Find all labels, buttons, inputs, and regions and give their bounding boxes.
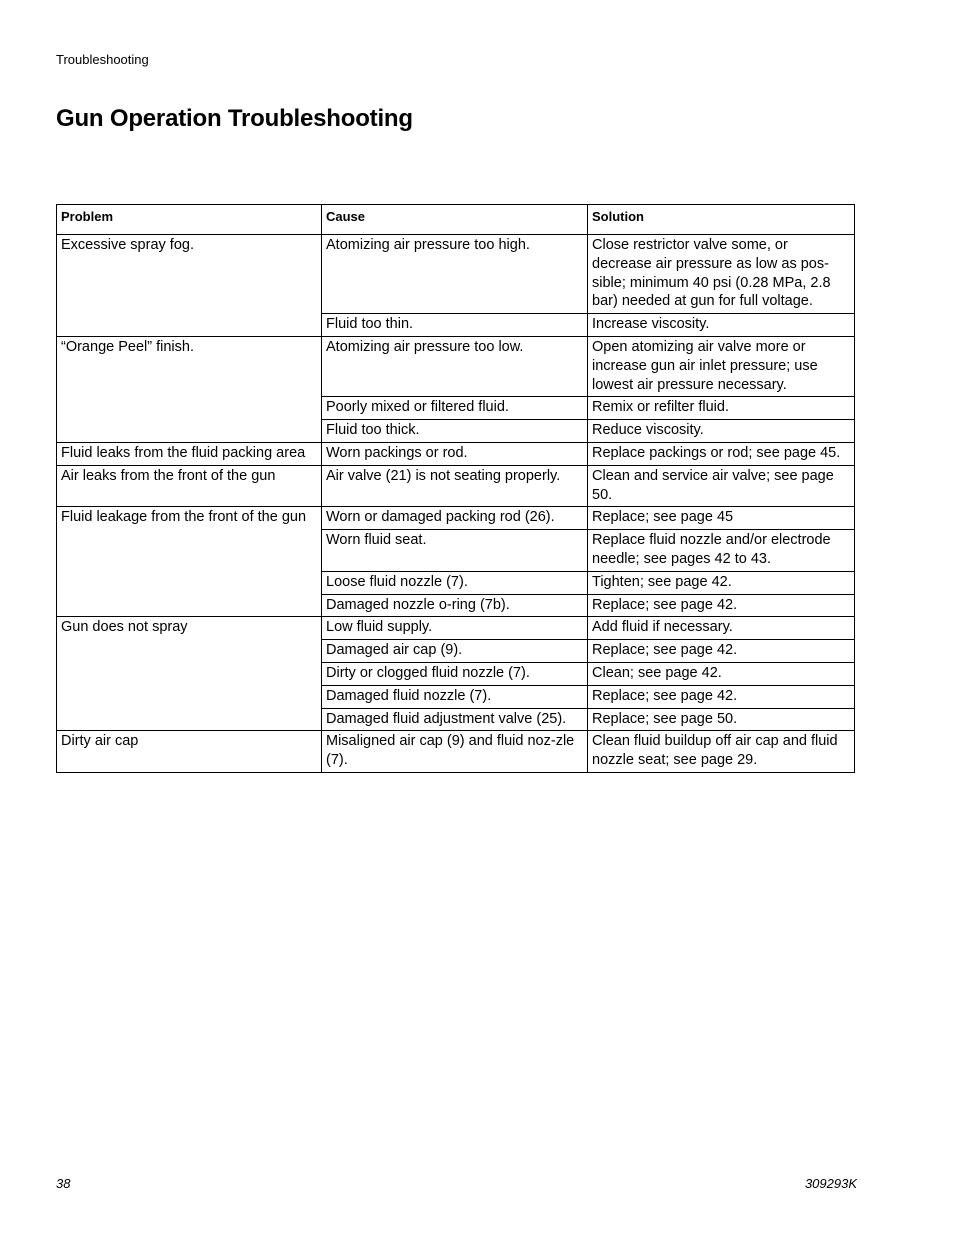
solution-cell: Remix or refilter fluid. [588,397,855,420]
problem-cell: Air leaks from the front of the gun [57,465,322,507]
solution-cell: Tighten; see page 42. [588,571,855,594]
solution-cell: Replace; see page 42. [588,640,855,663]
solution-cell: Clean fluid buildup off air cap and fluid nozzle seat; see page 29. [588,731,855,773]
problem-cell: Fluid leakage from the front of the gun [57,507,322,617]
solution-cell: Clean and service air valve; see page 50. [588,465,855,507]
cause-cell: Worn or damaged packing rod (26). [322,507,588,530]
solution-cell: Reduce viscosity. [588,420,855,443]
cause-cell: Fluid too thin. [322,314,588,337]
column-header-problem: Problem [57,205,322,235]
table-row [57,731,855,773]
table-body [57,235,855,773]
problem-cell: “Orange Peel” finish. [57,336,322,442]
solution-cell: Replace; see page 42. [588,594,855,617]
cause-cell: Damaged fluid nozzle (7). [322,685,588,708]
table-row [57,465,855,507]
page-title: Gun Operation Troubleshooting [56,105,413,132]
column-header-cause: Cause [322,205,588,235]
solution-cell: Close restrictor valve some, or decrease air pressure as low as pos-sible; minimum 40 psi (0.28 MPa, 2.8 bar) needed at gun for full voltage. [588,235,855,314]
table-row [57,442,855,465]
cause-cell: Dirty or clogged fluid nozzle (7). [322,662,588,685]
table-row [57,617,855,640]
cause-cell: Loose fluid nozzle (7). [322,571,588,594]
solution-cell: Increase viscosity. [588,314,855,337]
column-header-solution: Solution [588,205,855,235]
solution-cell: Replace; see page 45 [588,507,855,530]
solution-cell: Open atomizing air valve more or increase gun air inlet pressure; use lowest air pressure necessary. [588,336,855,396]
cause-cell: Worn fluid seat. [322,530,588,572]
table-row [57,507,855,530]
troubleshooting-table [56,204,855,773]
table-header-row [57,205,855,235]
cause-cell: Misaligned air cap (9) and fluid noz-zle (7). [322,731,588,773]
cause-cell: Low fluid supply. [322,617,588,640]
cause-cell: Atomizing air pressure too high. [322,235,588,314]
solution-cell: Replace; see page 42. [588,685,855,708]
page-number: 38 [56,1176,71,1191]
cause-cell: Damaged fluid adjustment valve (25). [322,708,588,731]
table-row [57,336,855,396]
problem-cell: Fluid leaks from the fluid packing area [57,442,322,465]
document-number: 309293K [804,1176,857,1191]
cause-cell: Damaged air cap (9). [322,640,588,663]
table-row [57,235,855,314]
running-header: Troubleshooting [56,52,149,67]
solution-cell: Clean; see page 42. [588,662,855,685]
solution-cell: Replace; see page 50. [588,708,855,731]
cause-cell: Damaged nozzle o-ring (7b). [322,594,588,617]
problem-cell: Dirty air cap [57,731,322,773]
solution-cell: Replace fluid nozzle and/or electrode needle; see pages 42 to 43. [588,530,855,572]
problem-cell: Gun does not spray [57,617,322,731]
problem-cell: Excessive spray fog. [57,235,322,337]
cause-cell: Poorly mixed or filtered fluid. [322,397,588,420]
cause-cell: Worn packings or rod. [322,442,588,465]
cause-cell: Air valve (21) is not seating properly. [322,465,588,507]
solution-cell: Add fluid if necessary. [588,617,855,640]
solution-cell: Replace packings or rod; see page 45. [588,442,855,465]
cause-cell: Atomizing air pressure too low. [322,336,588,396]
cause-cell: Fluid too thick. [322,420,588,443]
